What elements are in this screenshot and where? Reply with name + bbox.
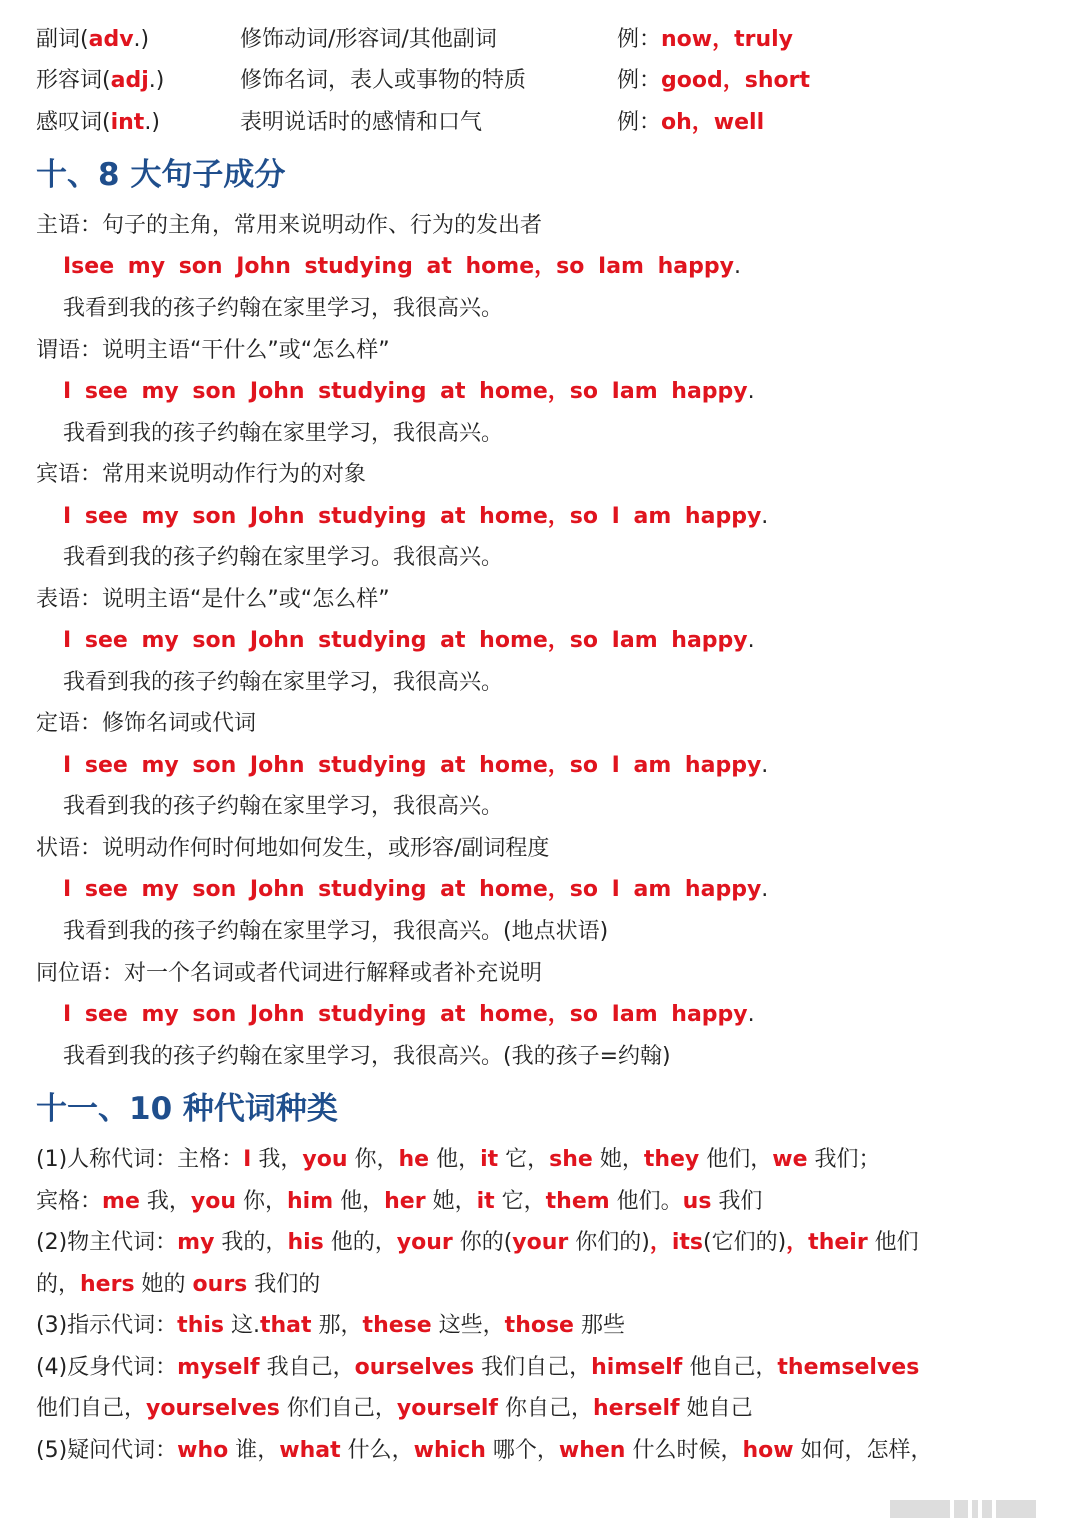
pronoun-text: 谁， — [228, 1438, 280, 1463]
pronoun-text: 他自己， — [682, 1355, 778, 1380]
example-sentence-zh: 我看到我的孩子约翰在家里学习，我很高兴。 — [63, 670, 504, 695]
pronoun-keyword: him — [287, 1189, 334, 1214]
example-sentence-zh: 我看到我的孩子约翰在家里学习。我很高兴。 — [63, 545, 504, 570]
pronoun-text: 她的 — [134, 1272, 193, 1297]
pronoun-keyword: themselves — [777, 1355, 920, 1380]
period: . — [747, 628, 755, 653]
pronoun-keyword: who — [177, 1438, 229, 1463]
pronoun-keyword: yourself — [396, 1396, 499, 1421]
pronoun-keyword: ours — [192, 1272, 248, 1297]
example-sentence-zh: 我看到我的孩子约翰在家里学习，我很高兴。 — [63, 421, 504, 446]
pronoun-keyword: your — [396, 1230, 453, 1255]
pronoun-line — [36, 1266, 320, 1304]
pronoun-keyword: these — [362, 1313, 432, 1338]
pronoun-keyword: which — [413, 1438, 486, 1463]
pos-term: 形容词( — [36, 68, 111, 93]
pronoun-text: (5)疑问代词： — [36, 1438, 178, 1463]
pos-desc: 表明说话时的感情和口气 — [240, 110, 483, 135]
component-label: 同位语：对一个名词或者代词进行解释或者补充说明 — [36, 961, 543, 986]
pronoun-text: 她， — [592, 1147, 644, 1172]
pronoun-text: 你的( — [452, 1230, 513, 1255]
pronoun-text: 我们； — [807, 1147, 881, 1172]
pronoun-keyword: how — [742, 1438, 794, 1463]
pronoun-text: 那些 — [573, 1313, 625, 1338]
pos-abbr: adv — [88, 27, 134, 52]
example-text: I see my son John studying at home，so I am happy — [63, 877, 762, 902]
pronoun-text: 你们自己， — [279, 1396, 397, 1421]
pronoun-keyword: his — [287, 1230, 324, 1255]
example-text: I see my son John studying at home，so Iam happy — [63, 1002, 748, 1027]
pronoun-keyword: myself — [177, 1355, 260, 1380]
pronoun-keyword: us — [682, 1189, 712, 1214]
pronoun-line — [36, 1390, 753, 1428]
example-sentence-zh: 我看到我的孩子约翰在家里学习，我很高兴。(地点状语) — [63, 919, 609, 944]
pronoun-text: 他们自己， — [36, 1396, 147, 1421]
pronoun-text: 他们。 — [609, 1189, 683, 1214]
pronoun-text: 那， — [311, 1313, 363, 1338]
pronoun-keyword: himself — [591, 1355, 683, 1380]
pronoun-keyword: we — [772, 1147, 808, 1172]
example-sentence-en — [63, 747, 768, 785]
pronoun-keyword: me — [102, 1189, 140, 1214]
pronoun-text: 哪个， — [485, 1438, 559, 1463]
pronoun-text: 他们 — [867, 1230, 919, 1255]
pronoun-text: (它们的) — [703, 1230, 787, 1255]
pronoun-text: 他们， — [699, 1147, 773, 1172]
pronoun-text: 的， — [36, 1272, 81, 1297]
pronoun-text: 我们自己， — [474, 1355, 592, 1380]
pronoun-text: 你们的) — [568, 1230, 650, 1255]
pos-ex-prefix: 例： — [617, 68, 662, 93]
component-label: 主语：句子的主角，常用来说明动作、行为的发出者 — [36, 213, 543, 238]
example-sentence-en — [63, 498, 768, 536]
section-10-heading: 十、8 大句子成分 — [36, 157, 286, 193]
pronoun-keyword: what — [279, 1438, 341, 1463]
pos-term: 感叹词( — [36, 110, 111, 135]
pronoun-keyword: ，their — [786, 1230, 868, 1255]
pronoun-keyword: my — [177, 1230, 215, 1255]
period: . — [747, 1002, 755, 1027]
pronoun-keyword: herself — [593, 1396, 680, 1421]
pronoun-text: 什么时候， — [625, 1438, 743, 1463]
pronoun-text: 它， — [498, 1147, 550, 1172]
section-11-heading: 十一、10 种代词种类 — [36, 1091, 338, 1127]
pronoun-keyword: those — [504, 1313, 574, 1338]
pos-ex-prefix: 例： — [617, 110, 662, 135]
pronoun-text: 他的， — [323, 1230, 397, 1255]
pronoun-text: (2)物主代词： — [36, 1230, 178, 1255]
period: . — [761, 877, 769, 902]
pronoun-keyword: you — [190, 1189, 236, 1214]
pronoun-line — [36, 1432, 933, 1470]
example-text: I see my son John studying at home，so Iam happy — [63, 628, 748, 653]
period: . — [747, 379, 755, 404]
component-label: 表语：说明主语“是什么”或“怎么样” — [36, 587, 390, 612]
pos-abbr: int — [110, 110, 145, 135]
pronoun-text: 她， — [425, 1189, 477, 1214]
pronoun-line — [36, 1349, 919, 1387]
pos-example: oh，well — [661, 110, 765, 135]
pronoun-keyword: ourselves — [354, 1355, 475, 1380]
example-sentence-en — [63, 996, 755, 1034]
pos-term-end: .) — [144, 110, 160, 135]
pronoun-text: 宾格： — [36, 1189, 103, 1214]
pronoun-keyword: when — [558, 1438, 626, 1463]
pos-example: good，short — [661, 68, 810, 93]
pronoun-text: 什么， — [340, 1438, 414, 1463]
pos-example: now，truly — [661, 27, 794, 52]
pronoun-text: 我， — [139, 1189, 191, 1214]
example-text: I see my son John studying at home，so I am happy — [63, 753, 762, 778]
component-label: 宾语：常用来说明动作行为的对象 — [36, 462, 367, 487]
component-label: 状语：说明动作何时何地如何发生，或形容/副词程度 — [36, 836, 550, 861]
component-label: 谓语：说明主语“干什么”或“怎么样” — [36, 338, 390, 363]
pos-ex-prefix: 例： — [617, 27, 662, 52]
pos-abbr: adj — [110, 68, 149, 93]
pronoun-text: 你， — [236, 1189, 287, 1214]
pos-desc: 修饰动词/形容词/其他副词 — [240, 27, 497, 52]
pronoun-line — [36, 1183, 762, 1221]
pronoun-keyword: them — [545, 1189, 610, 1214]
pronoun-text: (3)指示代词： — [36, 1313, 178, 1338]
example-sentence-zh: 我看到我的孩子约翰在家里学习，我很高兴。 — [63, 296, 504, 321]
pronoun-keyword: I — [243, 1147, 252, 1172]
pronoun-text: 我们的 — [247, 1272, 321, 1297]
pronoun-keyword: he — [398, 1147, 430, 1172]
pronoun-line — [36, 1224, 919, 1262]
pronoun-keyword: she — [549, 1147, 593, 1172]
pronoun-keyword: yourselves — [146, 1396, 280, 1421]
pronoun-text: 这. — [224, 1313, 260, 1338]
example-sentence-en — [63, 248, 741, 286]
watermark — [890, 1498, 1060, 1520]
pos-term: 副词( — [36, 27, 89, 52]
example-text: I see my son John studying at home，so Iam happy — [63, 379, 748, 404]
pronoun-line — [36, 1141, 881, 1179]
period: . — [733, 254, 741, 279]
pos-term-end: .) — [133, 27, 150, 52]
pronoun-keyword: they — [643, 1147, 700, 1172]
pronoun-text: 你自己， — [498, 1396, 594, 1421]
pronoun-text: 我自己， — [259, 1355, 355, 1380]
example-sentence-zh: 我看到我的孩子约翰在家里学习，我很高兴。(我的孩子=约翰) — [63, 1044, 671, 1069]
pronoun-keyword: this — [177, 1313, 224, 1338]
pronoun-text: 你， — [347, 1147, 399, 1172]
period: . — [761, 753, 769, 778]
pos-desc: 修饰名词，表人或事物的特质 — [240, 68, 527, 93]
example-sentence-en — [63, 871, 768, 909]
pronoun-keyword: your — [512, 1230, 569, 1255]
component-label: 定语：修饰名词或代词 — [36, 711, 257, 736]
pronoun-text: 我们 — [711, 1189, 763, 1214]
pronoun-keyword: that — [260, 1313, 312, 1338]
pronoun-keyword: it — [476, 1189, 495, 1214]
pronoun-text: 他， — [333, 1189, 385, 1214]
pronoun-text: 这些， — [431, 1313, 505, 1338]
pronoun-text: 他， — [429, 1147, 481, 1172]
pronoun-keyword: ，its — [649, 1230, 703, 1255]
pronoun-text: 它， — [494, 1189, 546, 1214]
example-text: I see my son John studying at home，so I am happy — [63, 504, 762, 529]
pos-term-end: .) — [148, 68, 165, 93]
pronoun-text: 我， — [251, 1147, 303, 1172]
example-sentence-en — [63, 622, 755, 660]
pronoun-text: (4)反身代词： — [36, 1355, 178, 1380]
pronoun-keyword: hers — [80, 1272, 135, 1297]
pronoun-text: 如何，怎样， — [793, 1438, 933, 1463]
pronoun-text: (1)人称代词：主格： — [36, 1147, 244, 1172]
pronoun-line — [36, 1307, 625, 1345]
example-sentence-en — [63, 373, 755, 411]
example-sentence-zh: 我看到我的孩子约翰在家里学习，我很高兴。 — [63, 794, 504, 819]
example-text: Isee my son John studying at home，so Iam happy — [63, 254, 734, 279]
pronoun-keyword: her — [384, 1189, 426, 1214]
pronoun-text: 我的， — [214, 1230, 288, 1255]
pronoun-text: 她自己 — [679, 1396, 753, 1421]
period: . — [761, 504, 769, 529]
pronoun-keyword: you — [302, 1147, 348, 1172]
pronoun-keyword: it — [480, 1147, 499, 1172]
